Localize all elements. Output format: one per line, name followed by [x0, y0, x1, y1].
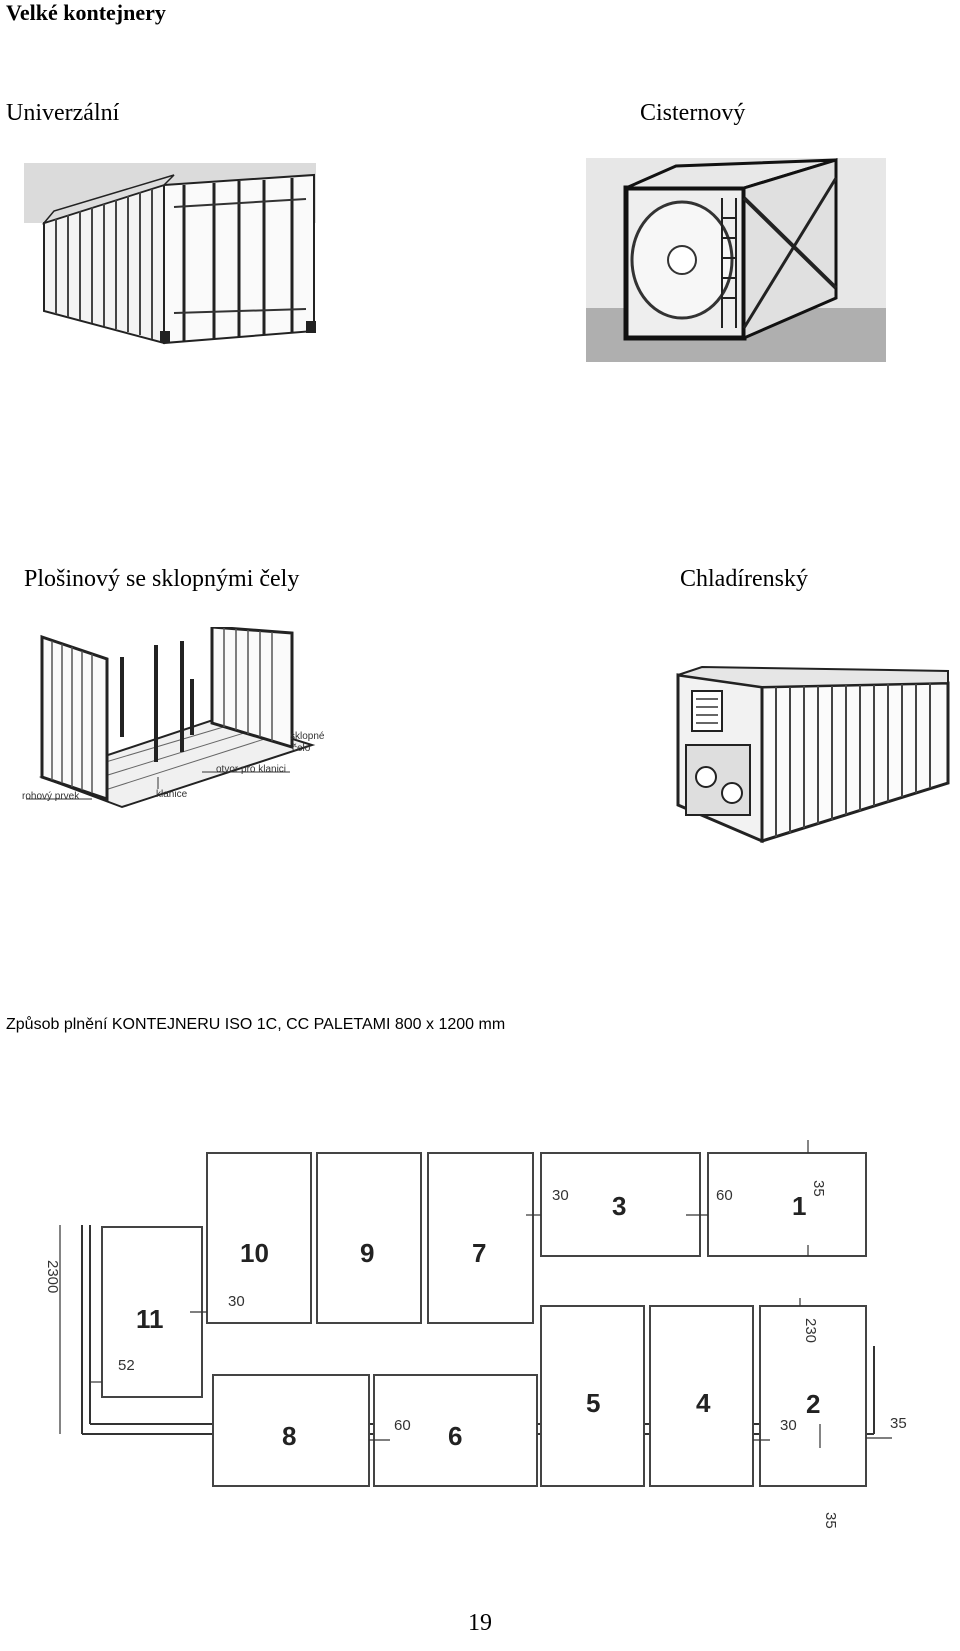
- label-otvor: otvor pro klanici: [216, 764, 287, 775]
- pallet-label-6: 6: [448, 1421, 463, 1451]
- caption-tank: Cisternový: [640, 100, 746, 126]
- pallet-1: [708, 1153, 866, 1256]
- pallet-label-5: 5: [586, 1388, 601, 1418]
- dim-30-pallet10: 30: [228, 1293, 245, 1310]
- loading-caption: Způsob plnění KONTEJNERU ISO 1C, CC PALETAMI 800 x 1200 mm: [6, 1016, 506, 1033]
- dim-230: 230: [802, 1318, 819, 1344]
- label-celo: čelo: [292, 743, 311, 754]
- page-number: 19: [468, 1610, 492, 1636]
- pallet-label-1: 1: [792, 1191, 807, 1221]
- dim-2300: 2300: [44, 1260, 61, 1294]
- dim-30-pallet3: 30: [552, 1187, 569, 1204]
- dim-30-pallet2: 30: [780, 1417, 797, 1434]
- label-rohovy: rohový prvek: [22, 791, 80, 802]
- pallet-label-4: 4: [696, 1388, 711, 1418]
- dim-35-top: 35: [810, 1180, 827, 1197]
- pallet-label-10: 10: [240, 1238, 269, 1268]
- dim-35-bottom: 35: [822, 1512, 839, 1529]
- caption-reefer: Chladírenský: [680, 566, 808, 592]
- pallet-label-9: 9: [360, 1238, 375, 1268]
- dim-60-pallet1: 60: [716, 1187, 733, 1204]
- caption-flatrack: Plošinový se sklopnými čely: [24, 566, 300, 592]
- pallet-label-8: 8: [282, 1421, 297, 1451]
- pallet-label-11: 11: [136, 1304, 164, 1334]
- pallet-label-3: 3: [612, 1191, 627, 1221]
- dim-35-right: 35: [890, 1415, 907, 1432]
- page-title: Velké kontejnery: [6, 0, 166, 25]
- caption-universal: Univerzální: [6, 100, 120, 126]
- pallet-label-7: 7: [472, 1238, 487, 1268]
- dim-52: 52: [118, 1357, 135, 1374]
- label-sklopne: sklopné: [290, 731, 325, 742]
- label-klanice: klanice: [156, 789, 188, 800]
- pallet-label-2: 2: [806, 1389, 821, 1419]
- dim-60-pallet6: 60: [394, 1417, 411, 1434]
